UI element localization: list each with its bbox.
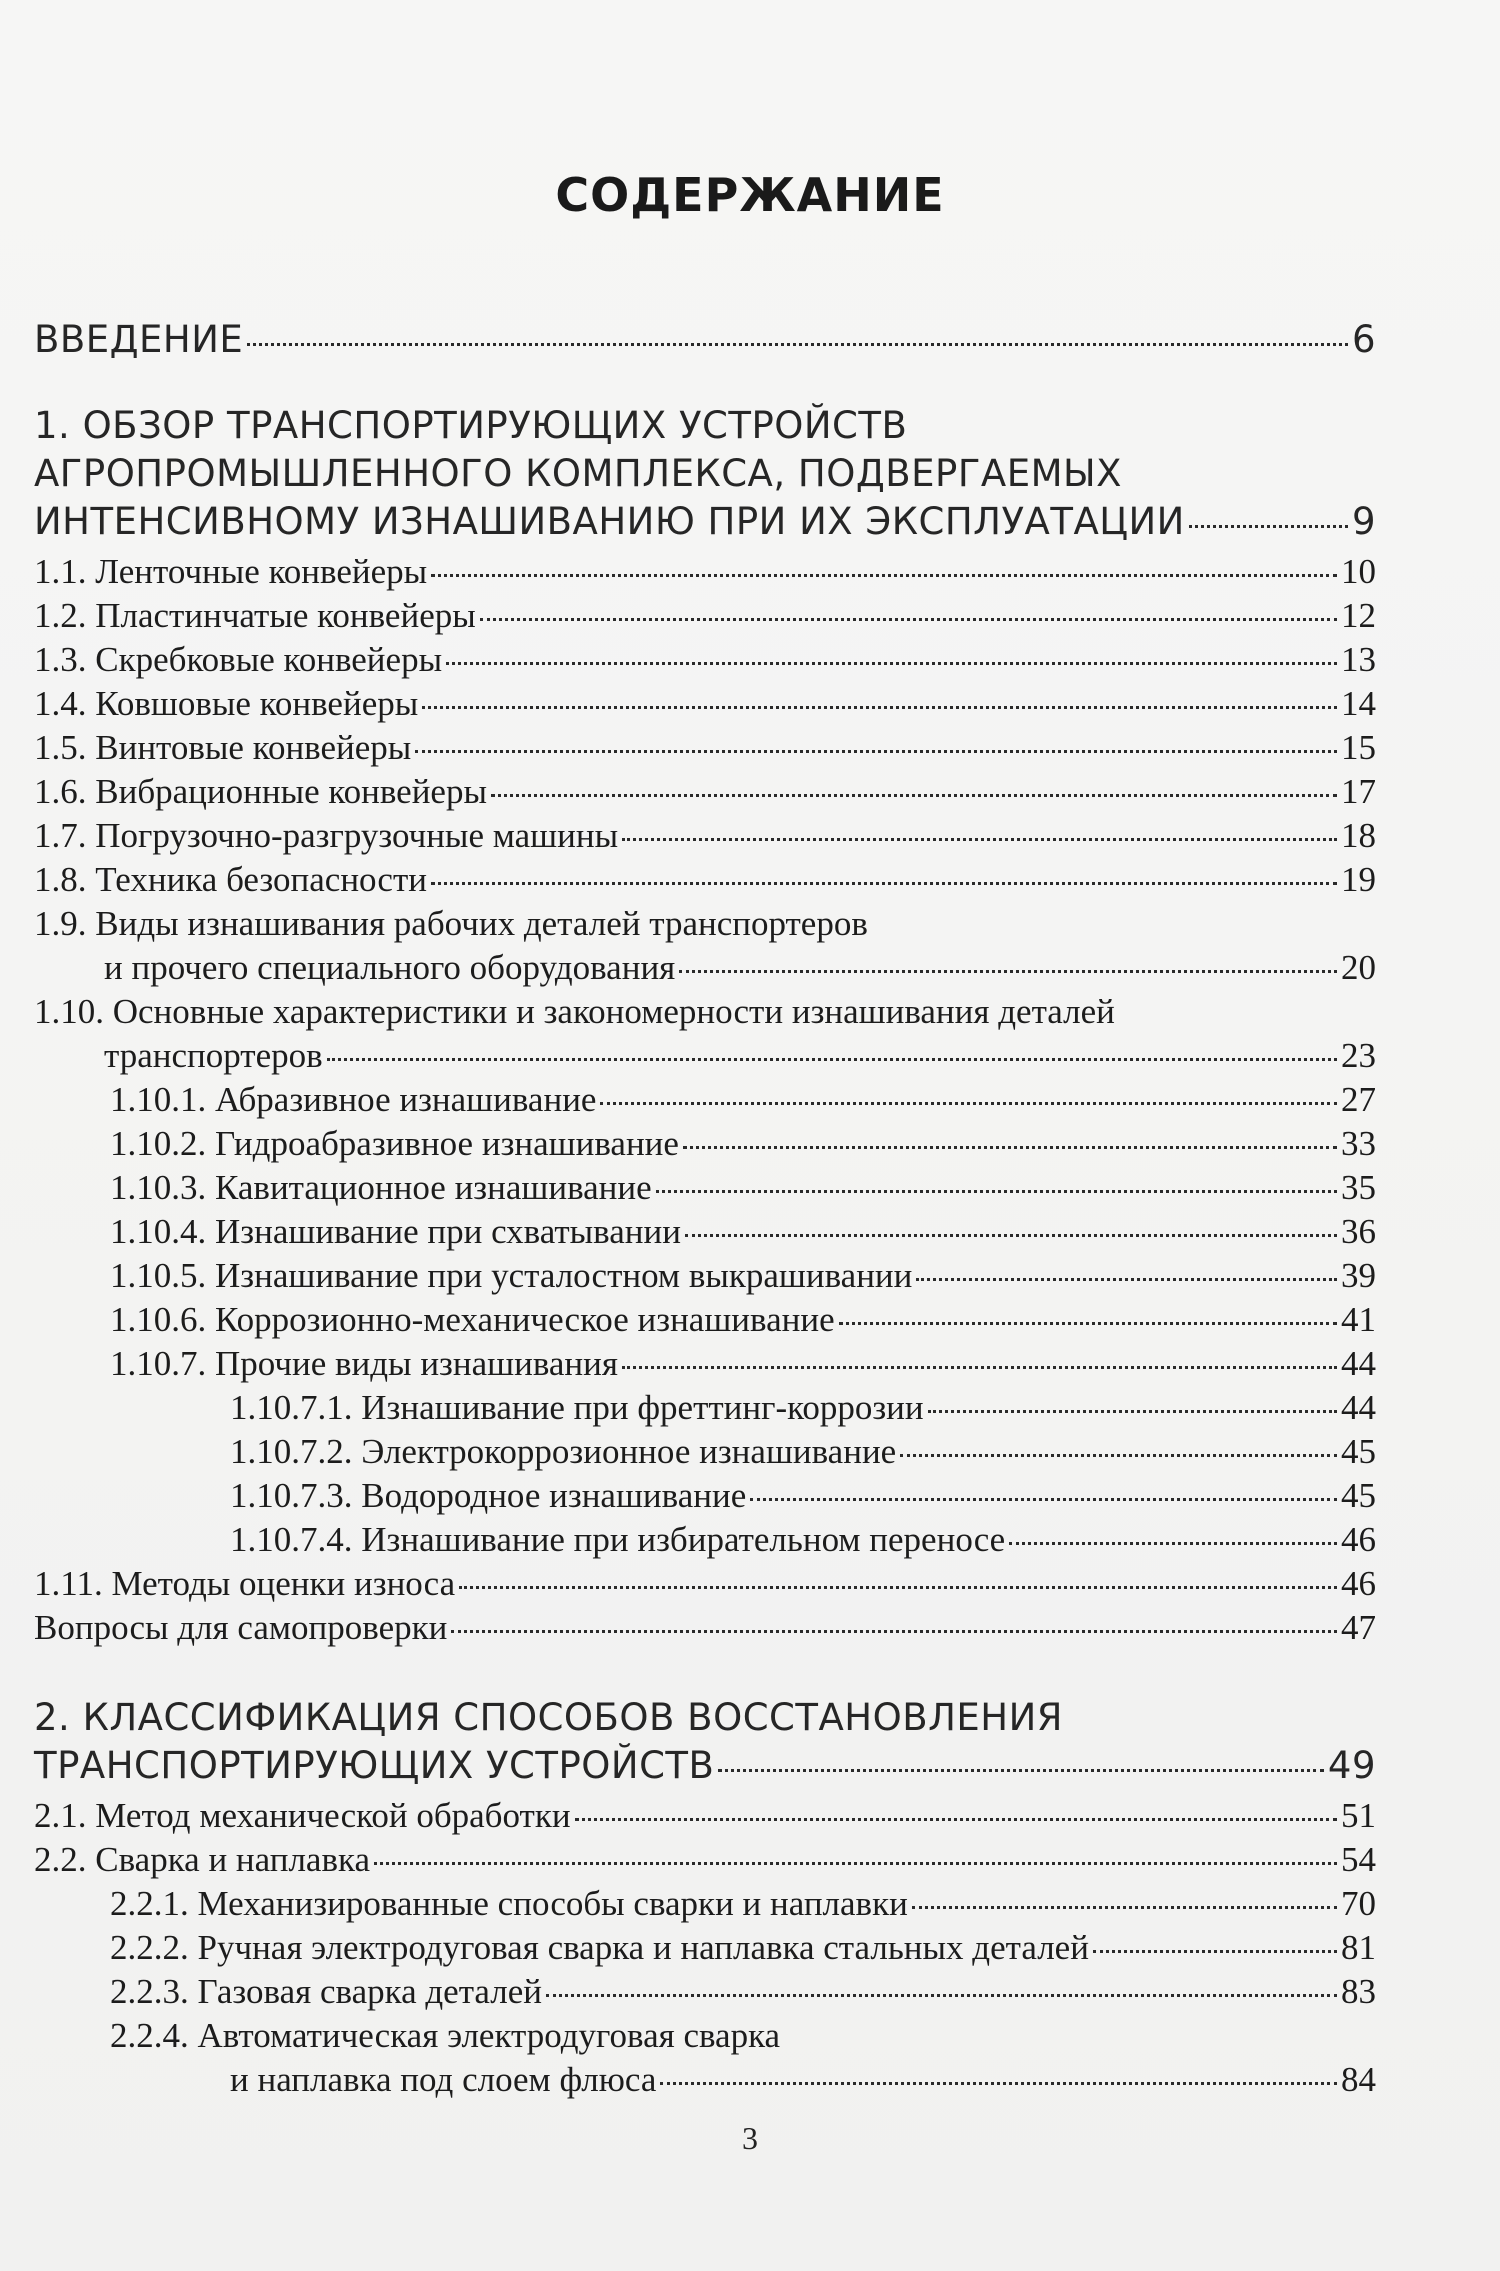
dot-leader (718, 1769, 1324, 1772)
toc-entry-1-1[interactable] (34, 552, 1376, 592)
toc-page-number: 20 (1341, 948, 1376, 987)
toc-entry-text: и наплавка под слоем флюса (230, 2060, 657, 2099)
toc-entry-chapter-2[interactable] (34, 1744, 1376, 1787)
toc-entry-text: 1.8. Техника безопасности (34, 860, 427, 899)
toc-entry-1-10-line-1: 1.10. Основные характеристики и закономерности изнашивания деталей (34, 992, 1115, 1031)
dot-leader (491, 794, 1337, 797)
toc-entry-text: 1.10.7.3. Водородное изнашивание (230, 1476, 747, 1515)
page-number: 3 (742, 2120, 758, 2156)
page-title: СОДЕРЖАНИЕ (555, 168, 945, 222)
dot-leader (546, 1994, 1337, 1997)
toc-entry-1-10-7-2[interactable] (230, 1432, 1376, 1472)
toc-chapter-2-line-1: 2. КЛАССИФИКАЦИЯ СПОСОБОВ ВОССТАНОВЛЕНИЯ (34, 1696, 1064, 1739)
toc-entry-1-6[interactable] (34, 772, 1376, 812)
toc-entry-text: 1.10.3. Кавитационное изнашивание (110, 1168, 652, 1207)
toc-page-number: 23 (1341, 1036, 1376, 1075)
toc-page-number: 45 (1341, 1432, 1376, 1471)
dot-leader (928, 1410, 1337, 1413)
toc-entry-text: 1.10.1. Абразивное изнашивание (110, 1080, 597, 1119)
toc-entry-2-1[interactable] (34, 1796, 1376, 1836)
toc-page-number: 46 (1341, 1520, 1376, 1559)
dot-leader (415, 750, 1337, 753)
dot-leader (459, 1586, 1337, 1589)
toc-entry-1-7[interactable] (34, 816, 1376, 856)
toc-page-number: 14 (1341, 684, 1376, 723)
toc-entry-1-10-7-4[interactable] (230, 1520, 1376, 1560)
toc-entry-2-2[interactable] (34, 1840, 1376, 1880)
toc-page-number: 15 (1341, 728, 1376, 767)
toc-page-number: 70 (1341, 1884, 1376, 1923)
toc-entry-text: 1.11. Методы оценки износа (34, 1564, 456, 1603)
toc-entry-2-2-4-line-1: 2.2.4. Автоматическая электродуговая сварка (110, 2016, 781, 2055)
toc-entry-text: 2.2. Сварка и наплавка (34, 1840, 371, 1879)
dot-leader (431, 574, 1337, 577)
toc-page-number: 13 (1341, 640, 1376, 679)
toc-entry-1-10-7[interactable] (110, 1344, 1376, 1384)
toc-page-number: 27 (1341, 1080, 1376, 1119)
dot-leader (750, 1498, 1337, 1501)
toc-entry-1-11[interactable] (34, 1564, 1376, 1604)
dot-leader (679, 970, 1337, 973)
toc-entry-1-2[interactable] (34, 596, 1376, 636)
toc-entry-text: ТРАНСПОРТИРУЮЩИХ УСТРОЙСТВ (34, 1744, 715, 1787)
toc-page-number: 81 (1341, 1928, 1376, 1967)
toc-entry-text: 1.10.6. Коррозионно-механическое изнашивание (110, 1300, 835, 1339)
toc-entry-1-10-7-3[interactable] (230, 1476, 1376, 1516)
toc-entry-text: ВВЕДЕНИЕ (34, 318, 244, 361)
dot-leader (480, 618, 1337, 621)
toc-entry-1-10[interactable] (104, 1036, 1376, 1076)
toc-entry-text: 2.2.2. Ручная электродуговая сварка и наплавка стальных деталей (110, 1928, 1089, 1967)
toc-page-number: 6 (1351, 318, 1376, 361)
toc-page-number: 49 (1327, 1744, 1376, 1787)
toc-entry-text: 1.3. Скребковые конвейеры (34, 640, 443, 679)
toc-page-number: 19 (1341, 860, 1376, 899)
toc-entry-2-2-3[interactable] (110, 1972, 1376, 2012)
toc-entry-text: 1.10.7.4. Изнашивание при избирательном переносе (230, 1520, 1006, 1559)
toc-page-number: 10 (1341, 552, 1376, 591)
toc-entry-text: 1.10.5. Изнашивание при усталостном выкрашивании (110, 1256, 913, 1295)
toc-page-number: 9 (1351, 500, 1376, 543)
dot-leader (1009, 1542, 1337, 1545)
dot-leader (600, 1102, 1337, 1105)
toc-entry-text: 1.1. Ленточные конвейеры (34, 552, 428, 591)
toc-entry-text: 1.4. Ковшовые конвейеры (34, 684, 419, 723)
toc-entry-text: 1.2. Пластинчатые конвейеры (34, 596, 476, 635)
dot-leader (683, 1146, 1337, 1149)
toc-entry-text: 1.10.4. Изнашивание при схватывании (110, 1212, 681, 1251)
toc-page-number: 41 (1341, 1300, 1376, 1339)
toc-entry-text: 1.10.2. Гидроабразивное изнашивание (110, 1124, 679, 1163)
toc-entry-text: и прочего специального оборудования (104, 948, 676, 987)
toc-page-number: 39 (1341, 1256, 1376, 1295)
dot-leader (916, 1278, 1337, 1281)
toc-page-number: 44 (1341, 1344, 1376, 1383)
toc-page-number: 83 (1341, 1972, 1376, 2011)
toc-entry-2-2-2[interactable] (110, 1928, 1376, 1968)
toc-page-number: 35 (1341, 1168, 1376, 1207)
dot-leader (374, 1862, 1337, 1865)
dot-leader (446, 662, 1337, 665)
dot-leader (247, 343, 1348, 346)
toc-entry-text: 2.2.3. Газовая сварка деталей (110, 1972, 542, 2011)
toc-entry-2-2-4[interactable] (230, 2060, 1376, 2100)
toc-page-number: 51 (1341, 1796, 1376, 1835)
toc-entry-1-10-4[interactable] (110, 1212, 1376, 1252)
toc-page-number: 36 (1341, 1212, 1376, 1251)
toc-entry-text: 1.6. Вибрационные конвейеры (34, 772, 487, 811)
toc-entry-text: 1.10.7.2. Электрокоррозионное изнашивание (230, 1432, 897, 1471)
toc-page-number: 54 (1341, 1840, 1376, 1879)
toc-entry-text: ИНТЕНСИВНОМУ ИЗНАШИВАНИЮ ПРИ ИХ ЭКСПЛУАТАЦИИ (34, 500, 1185, 543)
toc-entry-1-10-6[interactable] (110, 1300, 1376, 1340)
dot-leader (660, 2082, 1337, 2085)
dot-leader (685, 1234, 1337, 1237)
toc-entry-text: 1.10.7.1. Изнашивание при фреттинг-коррозии (230, 1388, 924, 1427)
dot-leader (900, 1454, 1337, 1457)
toc-entry-text: транспортеров (104, 1036, 323, 1075)
toc-entry-text: 2.2.1. Механизированные способы сварки и наплавки (110, 1884, 908, 1923)
dot-leader (656, 1190, 1337, 1193)
toc-entry-1-4[interactable] (34, 684, 1376, 724)
toc-chapter-1-line-1: 1. ОБЗОР ТРАНСПОРТИРУЮЩИХ УСТРОЙСТВ (34, 404, 908, 447)
dot-leader (327, 1058, 1337, 1061)
toc-entry-text: 1.5. Винтовые конвейеры (34, 728, 412, 767)
toc-chapter-1-line-2: АГРОПРОМЫШЛЕННОГО КОМПЛЕКСА, ПОДВЕРГАЕМЫХ (34, 452, 1122, 495)
toc-entry-1-3[interactable] (34, 640, 1376, 680)
toc-page-number: 44 (1341, 1388, 1376, 1427)
toc-entry-self-check-questions[interactable] (34, 1608, 1376, 1648)
dot-leader (575, 1818, 1337, 1821)
toc-page-number: 46 (1341, 1564, 1376, 1603)
dot-leader (912, 1906, 1337, 1909)
toc-page-number: 45 (1341, 1476, 1376, 1515)
dot-leader (622, 1366, 1337, 1369)
toc-entry-1-10-1[interactable] (110, 1080, 1376, 1120)
dot-leader (1093, 1950, 1337, 1953)
toc-entry-1-10-7-1[interactable] (230, 1388, 1376, 1428)
toc-page-number: 84 (1341, 2060, 1376, 2099)
dot-leader (1189, 525, 1348, 528)
toc-entry-introduction[interactable] (34, 318, 1376, 361)
toc-page-number: 17 (1341, 772, 1376, 811)
dot-leader (451, 1630, 1337, 1633)
toc-entry-text: 2.1. Метод механической обработки (34, 1796, 571, 1835)
dot-leader (622, 838, 1337, 841)
toc-page-number: 18 (1341, 816, 1376, 855)
dot-leader (431, 882, 1337, 885)
toc-entry-1-9[interactable] (104, 948, 1376, 988)
toc-page-number: 47 (1341, 1608, 1376, 1647)
dot-leader (839, 1322, 1337, 1325)
toc-entry-1-10-2[interactable] (110, 1124, 1376, 1164)
toc-entry-text: 1.10.7. Прочие виды изнашивания (110, 1344, 618, 1383)
toc-entry-2-2-1[interactable] (110, 1884, 1376, 1924)
toc-entry-1-10-3[interactable] (110, 1168, 1376, 1208)
toc-entry-chapter-1[interactable] (34, 500, 1376, 543)
toc-entry-1-10-5[interactable] (110, 1256, 1376, 1296)
toc-page-number: 33 (1341, 1124, 1376, 1163)
toc-entry-1-8[interactable] (34, 860, 1376, 900)
toc-entry-text: Вопросы для самопроверки (34, 1608, 448, 1647)
toc-entry-text: 1.7. Погрузочно-разгрузочные машины (34, 816, 619, 855)
toc-entry-1-9-line-1: 1.9. Виды изнашивания рабочих деталей транспортеров (34, 904, 868, 943)
toc-page-number: 12 (1341, 596, 1376, 635)
toc-entry-1-5[interactable] (34, 728, 1376, 768)
dot-leader (422, 706, 1337, 709)
